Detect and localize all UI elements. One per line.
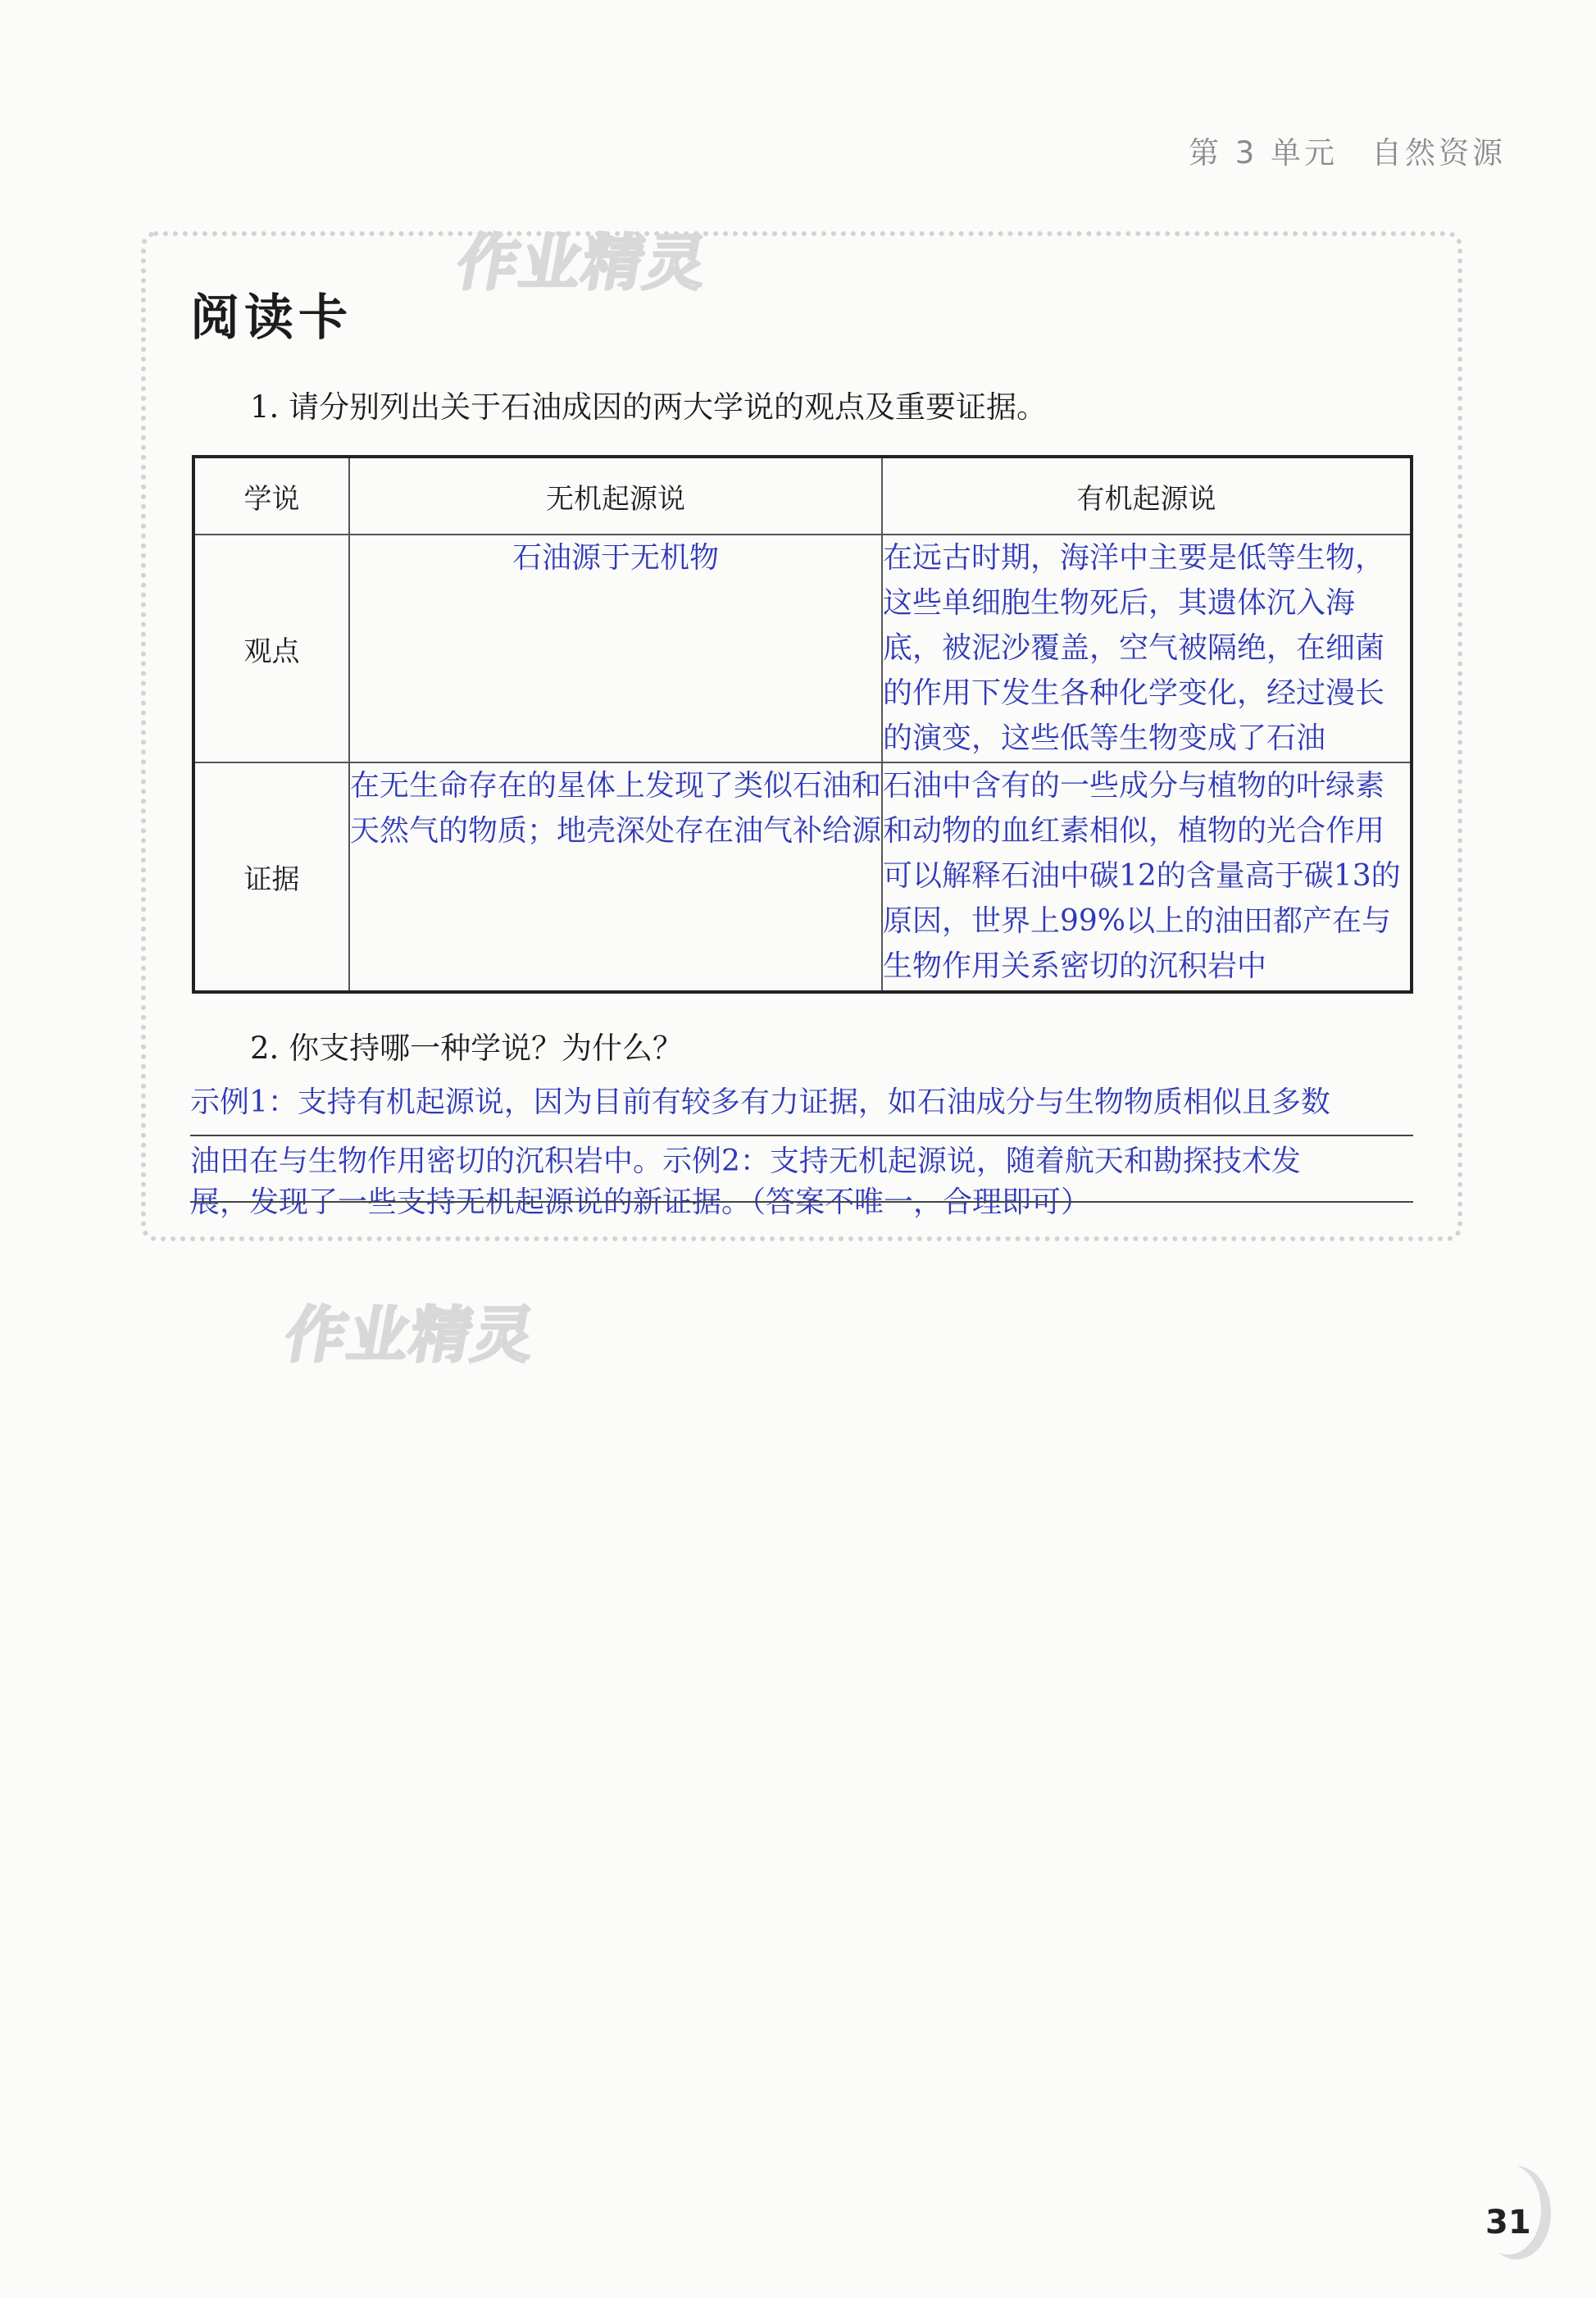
question-2: 2. 你支持哪一种学说？为什么？ [250, 1031, 684, 1066]
header-inorganic: 无机起源说 [349, 457, 882, 535]
watermark-bottom: 作业精灵 [280, 1300, 542, 1371]
answer-line-2: 油田在与生物作用密切的沉积岩中。示例2：支持无机起源说，随着航天和勘探技术发 [190, 1144, 1301, 1178]
question-1: 1. 请分别列出关于石油成因的两大学说的观点及重要证据。 [250, 389, 1048, 425]
table-header-row [193, 457, 1412, 535]
answer-line-3: 展，发现了一些支持无机起源说的新证据。（答案不唯一，合理即可） [190, 1185, 1091, 1219]
inorganic-evidence-answer: 在无生命存在的星体上发现了类似石油和天然气的物质；地壳深处存在油气补给源 [349, 762, 882, 992]
row-label-evidence: 证据 [193, 762, 349, 992]
table-row-viewpoint [193, 535, 1412, 762]
header-organic: 有机起源说 [882, 457, 1412, 535]
watermark-top: 作业精灵 [452, 228, 714, 298]
unit-header: 第 3 单元 自然资源 [1188, 135, 1506, 171]
organic-evidence-answer: 石油中含有的一些成分与植物的叶绿素和动物的血红素相似，植物的光合作用可以解释石油中碳12的含量高于碳13的原因，世界上99%以上的油田都产在与生物作用关系密切的沉积岩中 [882, 762, 1412, 992]
theories-table [192, 455, 1413, 994]
header-theory: 学说 [193, 457, 349, 535]
inorganic-viewpoint-answer: 石油源于无机物 [349, 535, 882, 762]
organic-viewpoint-answer: 在远古时期，海洋中主要是低等生物，这些单细胞生物死后，其遗体沉入海底，被泥沙覆盖，空气被隔绝，在细菌的作用下发生各种化学变化，经过漫长的演变，这些低等生物变成了石油 [882, 535, 1412, 762]
answer-rule-1 [190, 1135, 1413, 1136]
table-row-evidence [193, 762, 1412, 992]
answer-line-1: 示例1：支持有机起源说，因为目前有较多有力证据，如石油成分与生物物质相似且多数 [190, 1085, 1330, 1119]
row-label-viewpoint: 观点 [193, 535, 349, 762]
page-number: 31 [1485, 2204, 1531, 2241]
card-title: 阅读卡 [190, 289, 352, 347]
answer-rule-2 [190, 1201, 1413, 1203]
